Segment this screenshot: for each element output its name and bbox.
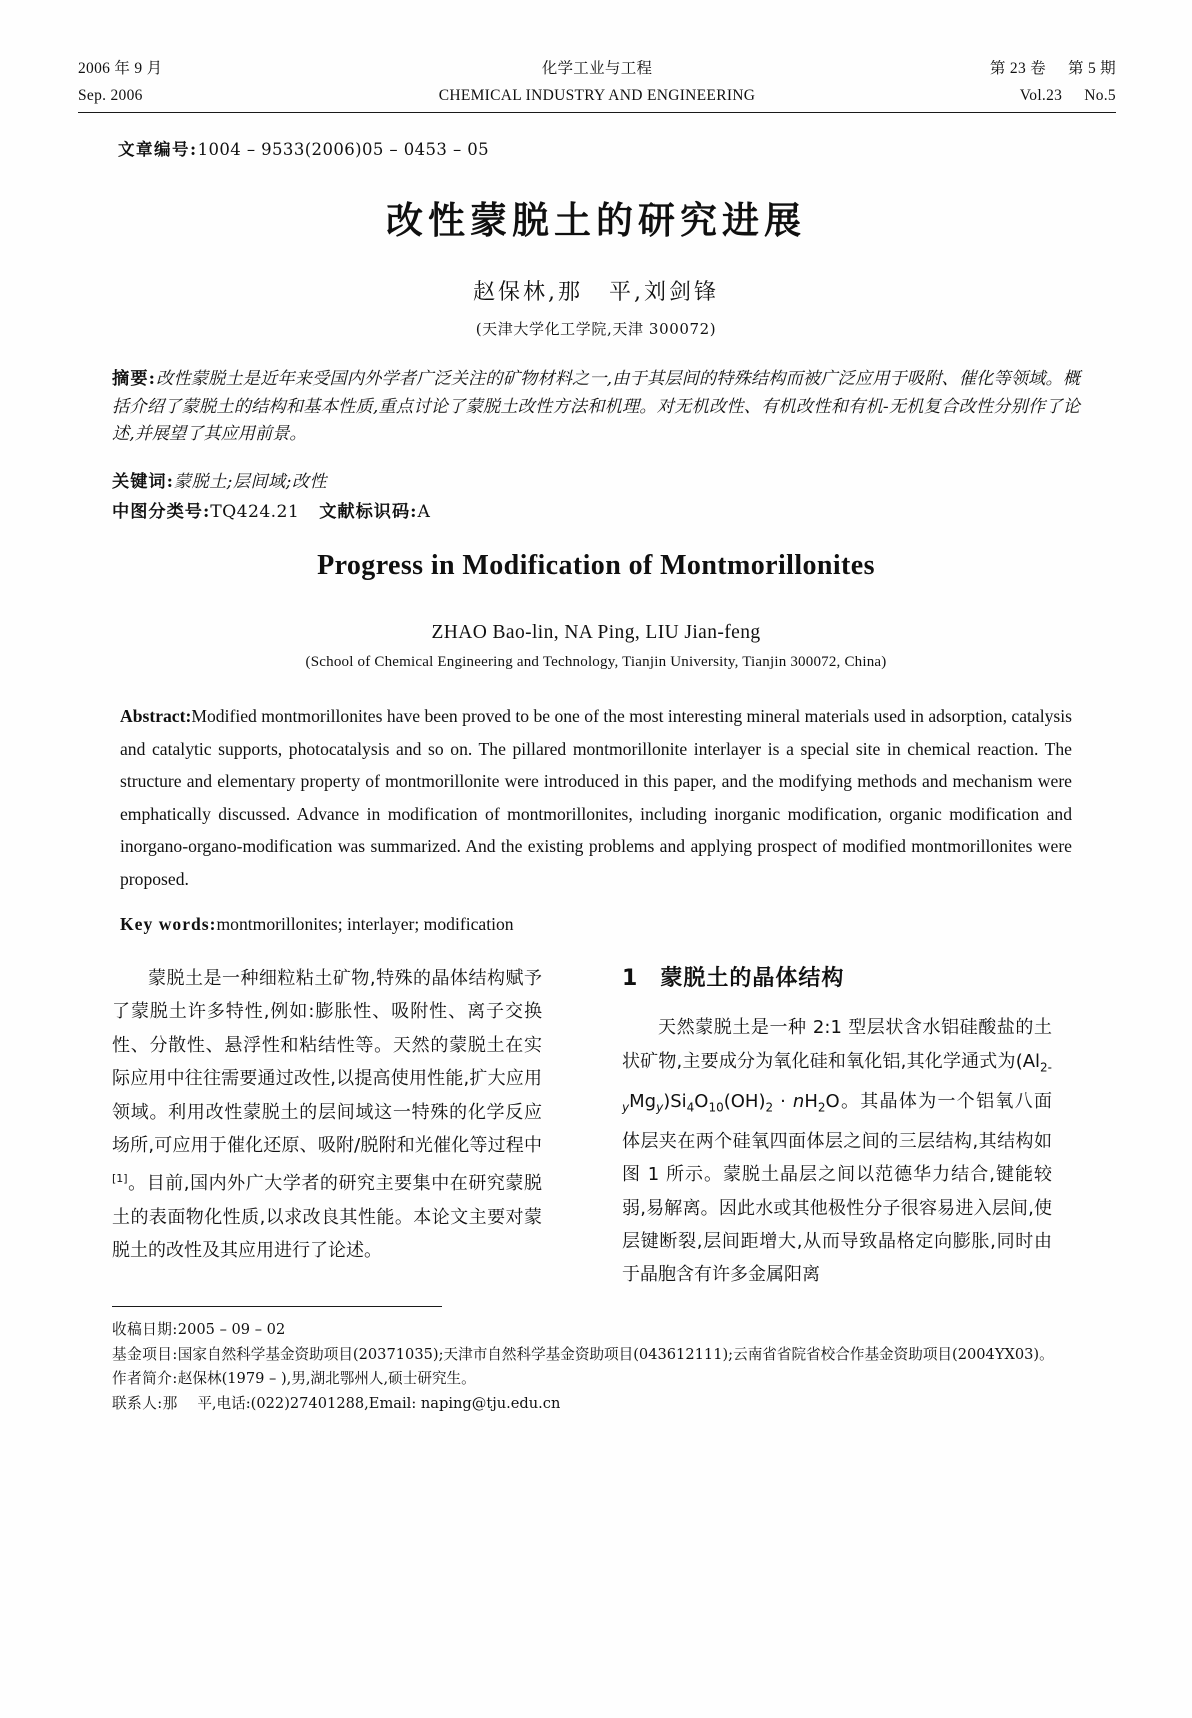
page-title-cn: 改性蒙脱土的研究进展 bbox=[386, 199, 806, 242]
paragraph-section1 bbox=[622, 1011, 1052, 1291]
section-title: 蒙脱土的晶体结构 bbox=[660, 966, 845, 991]
footnote-author-bio-label: 作者简介: bbox=[112, 1370, 178, 1387]
keywords-en bbox=[120, 914, 514, 935]
volume-cn: 第 23 卷 bbox=[989, 60, 1046, 77]
header-divider bbox=[78, 112, 1116, 113]
section-heading-1 bbox=[622, 962, 1052, 995]
article-number-label: 文章编号: bbox=[118, 140, 198, 159]
doc-code-label: 文献标识码: bbox=[319, 502, 418, 522]
keywords-cn bbox=[112, 467, 327, 492]
paragraph-intro-b: 。目前,国内外广大学者的研究主要集中在研究蒙脱土的表面物化性质,以求改良其性能。本论文主要对蒙脱土的改性及其应用进行了论述。 bbox=[112, 1173, 542, 1262]
footnote-received-value: 2005 – 09 – 02 bbox=[177, 1321, 286, 1338]
section-number: 1 bbox=[622, 966, 639, 991]
body-column-right bbox=[622, 962, 1052, 1292]
paragraph-intro-a: 蒙脱土是一种细粒粘土矿物,特殊的晶体结构赋予了蒙脱土许多特性,例如:膨胀性、吸附性、离子交换性、分散性、悬浮性和粘结性等。天然的蒙脱土在实际应用中往往需要通过改性,以提高使用性能,扩大应用领域。利用改性蒙脱土的层间域这一特殊的化学反应场所,可应用于催化还原、吸附/脱附和光催化等过程中 bbox=[112, 968, 542, 1157]
authors-cn-part2: 平,刘剑锋 bbox=[609, 280, 719, 305]
footnote-contact bbox=[112, 1392, 1072, 1417]
paragraph-section1-a: 天然蒙脱土是一种 2:1 型层状含水铝硅酸盐的土状矿物,主要成分为氧化硅和氧化铝,其化学通式为 bbox=[622, 1017, 1052, 1072]
keywords-en-label: Key words: bbox=[120, 914, 217, 934]
chemical-formula: $(Al_{2-y}Mg_y)Si_4O_{10}(OH)_2 \cdot nH_2O$ bbox=[622, 1050, 1052, 1115]
volume-issue-cn bbox=[866, 56, 1116, 78]
issue-date-cn: 2006 年 9 月 bbox=[78, 60, 163, 77]
abstract-cn-text: 改性蒙脱土是近年来受国内外学者广泛关注的矿物材料之一,由于其层间的特殊结构而被广泛应用于吸附、催化等领域。概括介绍了蒙脱土的结构和基本性质,重点讨论了蒙脱土改性方法和机理。对无机改性、有机改性和有机-无机复合改性分别作了论述,并展望了其应用前景。 bbox=[112, 369, 1081, 444]
affiliation-en: (School of Chemical Engineering and Technology, Tianjin University, Tianjin 300072, China) bbox=[305, 654, 887, 670]
doc-code-value: A bbox=[417, 502, 431, 522]
paragraph-section1-b: 。其晶体为一个铝氧八面体层夹在两个硅氧四面体层之间的三层结构,其结构如图 1 所示。蒙脱土晶层之间以范德华力结合,键能较弱,易解离。因此水或其他极性分子很容易进入层间,使层键断裂,层间距增大,从而导致晶格定向膨胀,同时由于晶胞含有许多金属阳离 bbox=[622, 1090, 1053, 1286]
footnote-author-bio bbox=[112, 1367, 1072, 1392]
keywords-en-text: montmorillonites; interlayer; modification bbox=[216, 914, 514, 934]
footnote-block bbox=[112, 1318, 1072, 1416]
authors-cn-part1: 赵保林,那 bbox=[473, 280, 583, 305]
running-head-row-cn bbox=[78, 56, 1116, 78]
footnote-fund bbox=[112, 1343, 1072, 1368]
clc-line bbox=[112, 497, 430, 522]
abstract-cn-label: 摘要: bbox=[112, 369, 157, 389]
clc-label: 中图分类号: bbox=[112, 502, 211, 522]
paragraph-intro bbox=[112, 962, 542, 1268]
article-number-value: 1004 – 9533(2006)05 – 0453 – 05 bbox=[197, 140, 490, 159]
affiliation-cn: (天津大学化工学院,天津 300072) bbox=[475, 320, 717, 338]
volume-en: Vol.23 bbox=[1019, 87, 1063, 104]
footnote-author-bio-value: 赵保林(1979 – ),男,湖北鄂州人,硕士研究生。 bbox=[177, 1370, 476, 1387]
authors-en: ZHAO Bao-lin, NA Ping, LIU Jian-feng bbox=[431, 622, 761, 643]
issue-date-en: Sep. 2006 bbox=[78, 87, 143, 104]
clc-value: TQ424.21 bbox=[210, 502, 300, 522]
abstract-cn bbox=[112, 366, 1080, 449]
issue-en: No.5 bbox=[1084, 87, 1116, 104]
abstract-en-label: Abstract: bbox=[120, 706, 192, 726]
footnote-fund-value: 国家自然科学基金资助项目(20371035);天津市自然科学基金资助项目(043612111);云南省省院省校合作基金资助项目(2004YX03)。 bbox=[177, 1345, 1054, 1363]
volume-issue-en bbox=[866, 87, 1116, 105]
footnote-contact-name: 那 bbox=[162, 1394, 178, 1412]
page-title-en: Progress in Modification of Montmorillonites bbox=[317, 550, 875, 581]
citation-ref-1: [1] bbox=[112, 1172, 128, 1186]
keywords-cn-text: 蒙脱土;层间域;改性 bbox=[173, 472, 328, 492]
article-number bbox=[118, 136, 489, 160]
journal-title-en: CHEMICAL INDUSTRY AND ENGINEERING bbox=[438, 87, 756, 104]
journal-title-cn: 化学工业与工程 bbox=[541, 60, 653, 77]
footnote-contact-label: 联系人: bbox=[112, 1394, 163, 1412]
footnote-fund-label: 基金项目: bbox=[112, 1345, 178, 1363]
footnote-received bbox=[112, 1318, 1072, 1343]
footnote-divider bbox=[112, 1306, 442, 1307]
footnote-received-label: 收稿日期: bbox=[112, 1321, 178, 1338]
running-head bbox=[78, 56, 1116, 105]
abstract-en bbox=[120, 700, 1072, 895]
footnote-contact-value: 平,电话:(022)27401288,Email: naping@tju.edu.cn bbox=[197, 1394, 561, 1412]
running-head-row-en bbox=[78, 87, 1116, 105]
issue-cn: 第 5 期 bbox=[1067, 60, 1116, 77]
abstract-en-text: Modified montmorillonites have been proved to be one of the most interesting mineral materials used in adsorption, catalysis and catalytic supports, photocatalysis and so on. The pillared montmorillonite interlayer is a special site in chemical reaction. The structure and elementary property of montmorillonite were introduced in this paper, and the modifying methods and mechanism were emphatically discussed. Advance in modification of montmorillonites, including inorganic modification, organic modification and inorgano-organo-modification was summarized. And the existing problems and applying prospect of modified montmorillonites were proposed. bbox=[120, 706, 1072, 889]
body-column-left bbox=[112, 962, 542, 1268]
authors-cn bbox=[0, 275, 1192, 306]
keywords-cn-label: 关键词: bbox=[112, 472, 174, 492]
